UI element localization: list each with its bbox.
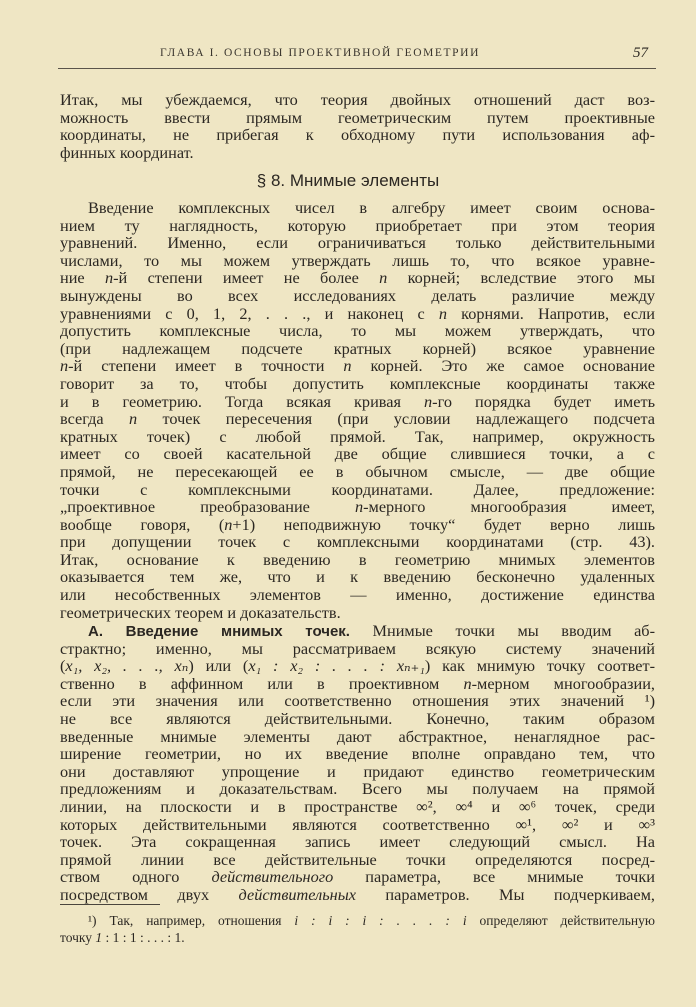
text-run: ¹) Так, например, отношения	[88, 913, 295, 928]
italic-run: n	[354, 497, 364, 517]
text-run: -мерном многообразии,	[471, 673, 655, 693]
footnote	[60, 912, 655, 946]
italic-run: n	[379, 268, 388, 288]
text-line	[60, 445, 655, 463]
text-line	[60, 533, 655, 551]
text-run: допустить комплексные числа, то мы можем утверждать, что	[60, 321, 655, 341]
text-line	[60, 393, 655, 411]
text-line	[60, 109, 655, 127]
text-line	[60, 357, 655, 375]
text-line	[60, 234, 655, 252]
text-line	[60, 144, 655, 162]
text-line	[60, 481, 655, 499]
text-run: кратных точек) с любой прямой. Так, например, окружность	[60, 426, 655, 446]
header-rule	[58, 68, 656, 69]
text-run: ) как мнимую точку соответ-	[424, 656, 655, 676]
text-run: финных координат.	[60, 142, 194, 162]
italic-run: действительных	[238, 884, 356, 904]
running-header: ГЛАВА I. ОСНОВЫ ПРОЕКТИВНОЙ ГЕОМЕТРИИ	[160, 47, 480, 59]
text-run: точки с комплексными координатами. Далее, предложение:	[60, 479, 655, 499]
section-title: § 8. Мнимые элементы	[256, 171, 440, 190]
text-line	[60, 551, 655, 569]
text-run: -го порядка будет иметь	[432, 391, 655, 411]
italic-run: x₁, x₂, . . ., xₙ	[65, 656, 189, 676]
paragraph-imaginary-points	[60, 622, 655, 904]
text-line	[60, 851, 655, 869]
text-line	[60, 410, 655, 428]
text-line	[60, 710, 655, 728]
text-run: (	[60, 656, 66, 676]
text-run: не все являются действительными. Конечно, таким образом	[60, 708, 655, 728]
text-run: Введение комплексных чисел в алгебру имеет своим основа-	[88, 198, 655, 217]
paragraph-intro	[60, 91, 655, 161]
paragraph-main	[60, 199, 655, 621]
text-line	[60, 199, 655, 217]
text-line	[60, 780, 655, 798]
text-run: уравнениями с 0, 1, 2, . . ., и наконец с	[60, 303, 439, 323]
text-run: -й степени имеет не более	[113, 268, 380, 288]
text-line	[60, 728, 655, 746]
text-run: определяют действительную	[466, 913, 655, 928]
text-run: которых действительными являются соответственно ∞¹, ∞² и ∞³	[60, 814, 655, 834]
text-run: ) или (	[188, 656, 249, 676]
text-run: и в геометрию. Тогда всякая кривая	[60, 391, 425, 411]
text-line	[60, 252, 655, 270]
text-run: можность ввести прямым геометрическим путем проективные	[60, 107, 655, 127]
italic-run: x₁ : x₂ : . . . : xₙ₊₁	[248, 656, 425, 676]
italic-run: n	[343, 356, 352, 376]
text-run: +1) неподвижную точку“ будет верно лишь	[232, 514, 655, 534]
text-run: ственно в аффинном или в проективном	[60, 673, 464, 693]
text-line	[60, 340, 655, 358]
text-line	[60, 798, 655, 816]
text-run: говорит за то, чтобы допустить комплексные координаты также	[60, 373, 655, 393]
text-line	[60, 692, 655, 710]
text-run: ние	[60, 268, 105, 288]
text-run: оказывается тем же, что и к введению бесконечно удаленных	[60, 567, 655, 587]
text-run: параметра, все мнимые точки	[333, 867, 655, 887]
italic-run: действительного	[211, 867, 334, 887]
text-run: -й степени имеет в точности	[68, 356, 344, 376]
text-run: геометрических теорем и доказательств.	[60, 602, 341, 622]
text-run: посредством двух	[60, 884, 239, 904]
text-run: или несобственных элементов — именно, достижение единства	[60, 585, 655, 605]
text-run: всегда	[60, 409, 129, 429]
text-run: Итак, мы убеждаемся, что теория двойных отношений даст воз-	[60, 90, 655, 109]
text-run: ширение геометрии, но их введение вполне оправдано тем, что	[60, 744, 655, 764]
text-line	[60, 886, 655, 904]
text-run: ством одного	[60, 867, 212, 887]
text-line	[60, 463, 655, 481]
text-run: уравнений. Именно, если ограничиваться только действительными	[60, 233, 655, 253]
text-line	[60, 745, 655, 763]
text-run: „проективное преобразование	[60, 497, 355, 517]
italic-run: n	[128, 409, 138, 429]
text-run: Итак, основание к введению в геометрию мнимых элементов	[60, 549, 655, 569]
text-line	[60, 763, 655, 781]
italic-run: n	[104, 268, 114, 288]
text-run: точку	[60, 930, 96, 945]
text-run: координаты, не прибегая к обходному пути использования аф-	[60, 125, 655, 145]
text-line	[60, 428, 655, 446]
text-line	[60, 516, 655, 534]
text-line	[60, 217, 655, 235]
text-run: они доставляют упрощение и придают единство геометрическим	[60, 761, 655, 781]
text-run: прямой линии все действительные точки определяются посред-	[60, 849, 655, 869]
italic-run: n	[463, 673, 472, 693]
text-run: введенные мнимые элементы дают абстрактное, ненаглядное рас-	[60, 726, 655, 746]
text-run: прямой, не пересекающей ее в обычном смысле, — две общие	[60, 461, 655, 481]
text-run: предложениям и доказательствам. Всего мы получаем на прямой	[60, 779, 655, 799]
text-line	[60, 622, 655, 640]
text-line	[60, 322, 655, 340]
text-run: точек пересечения (при условии надлежащего подсчета	[137, 409, 655, 429]
text-run: параметров. Мы подчеркиваем,	[355, 884, 655, 904]
text-line	[60, 305, 655, 323]
italic-run: i : i : i : . . . : i	[294, 913, 467, 928]
text-run: : 1 : 1 : . . . : 1.	[102, 930, 185, 945]
text-line	[60, 912, 655, 929]
text-line	[60, 126, 655, 144]
text-line	[60, 816, 655, 834]
text-line	[60, 498, 655, 516]
text-run: если эти значения или соответственно отношения этих значений ¹)	[60, 691, 655, 711]
text-run: линии, на плоскости и в пространстве ∞², ∞⁴ и ∞⁶ точек, среди	[60, 796, 655, 816]
text-line	[60, 568, 655, 586]
text-run: вообще говоря, (	[60, 514, 225, 534]
text-run: корней. Это же самое основание	[351, 356, 655, 376]
page-number: 57	[633, 45, 648, 61]
text-run: числами, то мы можем утверждать лишь то, что всякое уравне-	[60, 250, 655, 270]
text-run: Мнимые точки мы вводим аб-	[349, 621, 656, 640]
text-line	[60, 375, 655, 393]
text-run: нием ту наглядность, которую приобретает при этом теория	[60, 215, 655, 235]
text-run: -мерного многообразия имеет,	[363, 497, 655, 517]
text-line	[60, 868, 655, 886]
italic-run: n	[224, 514, 233, 534]
italic-run: n	[60, 356, 69, 376]
text-line	[60, 287, 655, 305]
text-run: точек. Эта сокращенная запись имеет следующий смысл. На	[60, 832, 655, 852]
text-run: (при надлежащем подсчете кратных корней) всякое уравнение	[60, 338, 655, 358]
italic-run: n	[424, 391, 433, 411]
text-line	[60, 833, 655, 851]
text-line	[60, 586, 655, 604]
text-run: страктно; именно, мы рассматриваем всякую систему значений	[60, 638, 655, 658]
text-line	[60, 269, 655, 287]
text-line	[60, 929, 655, 946]
text-run: имеет со своей касательной две общие слившиеся точки, а с	[60, 444, 655, 464]
footnote-rule	[60, 904, 160, 905]
text-line	[60, 640, 655, 658]
text-line	[60, 604, 655, 622]
italic-run: n	[438, 303, 447, 323]
text-run: вынуждены во всех исследованиях делать различие между	[60, 285, 655, 305]
text-line	[60, 675, 655, 693]
text-run: корней; вследствие этого мы	[387, 268, 655, 288]
text-run: при допущении точек с комплексными координатами (стр. 43).	[60, 532, 655, 552]
run-in-heading: А. Введение мнимых точек.	[88, 623, 350, 640]
text-line	[60, 91, 655, 109]
italic-run: 1	[95, 930, 103, 945]
text-run: корнями. Напротив, если	[447, 303, 655, 323]
text-line	[60, 657, 655, 675]
